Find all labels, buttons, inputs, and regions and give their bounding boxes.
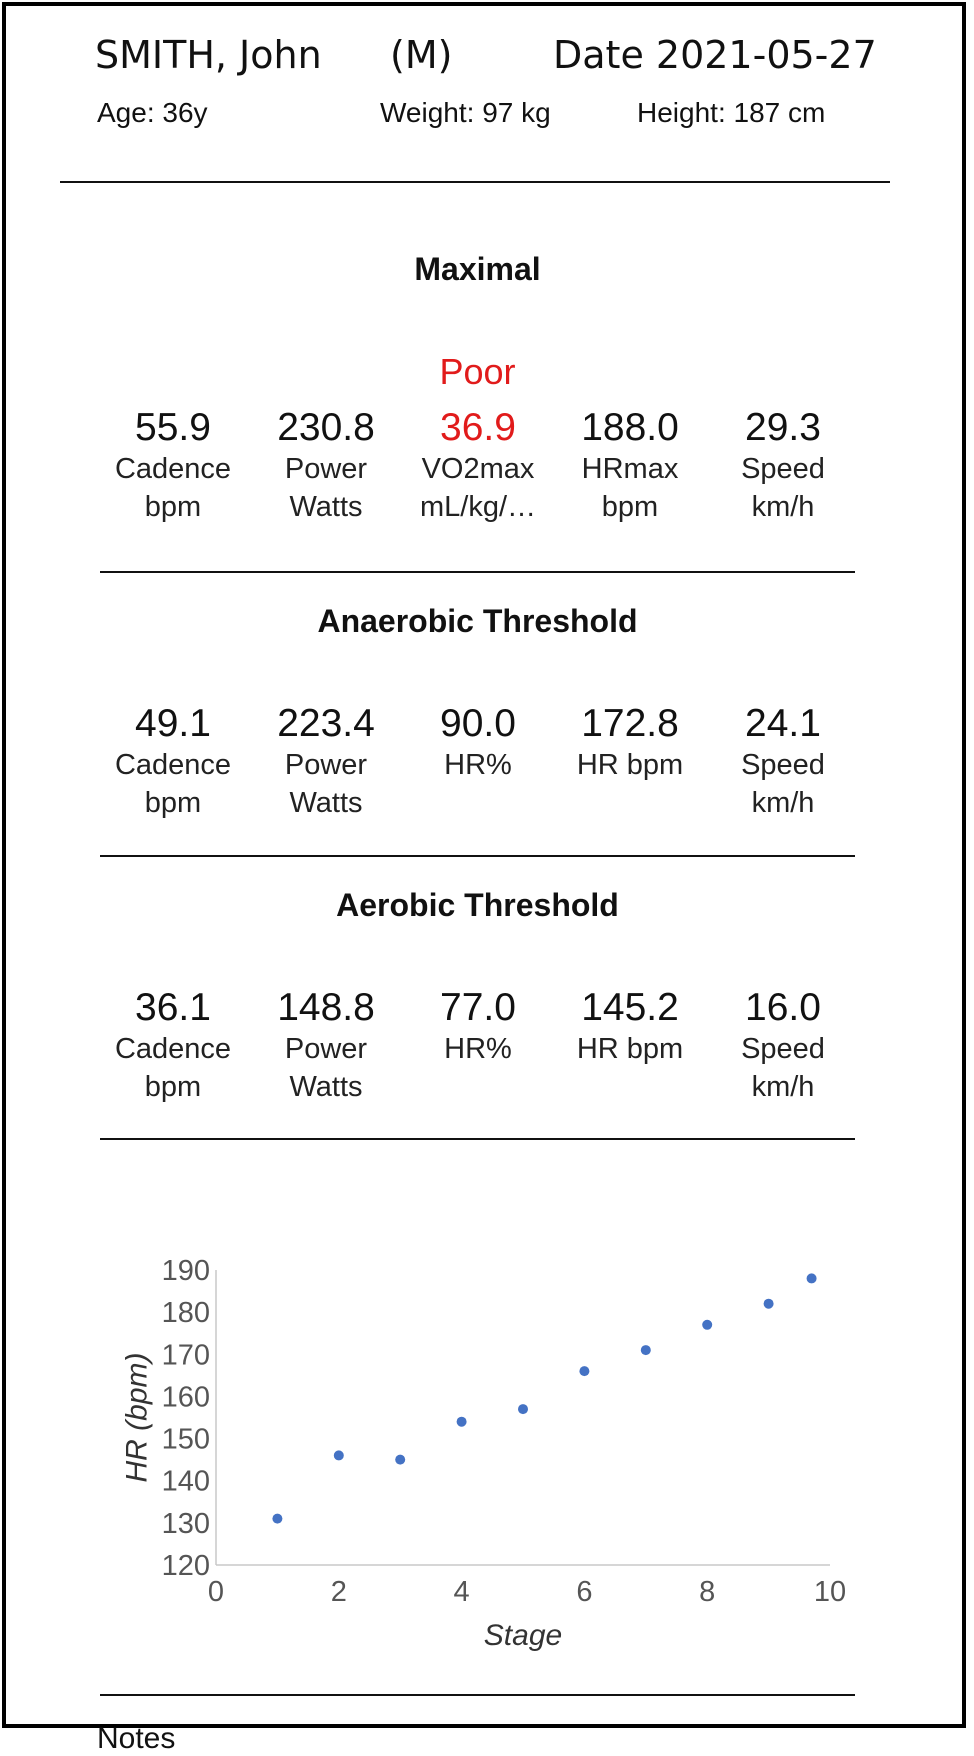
chart-divider	[100, 1694, 855, 1696]
metric-label: HR%	[444, 1033, 512, 1065]
data-point	[579, 1366, 589, 1376]
y-tick-label: 150	[161, 1423, 210, 1456]
metric-power	[246, 702, 406, 822]
metric-cadence	[93, 986, 253, 1106]
metric-cadence	[93, 406, 253, 526]
metric-label: Cadence bpm	[114, 749, 232, 819]
x-tick-label: 4	[453, 1576, 470, 1608]
section-divider	[100, 1138, 855, 1140]
metric-label: HR%	[444, 749, 512, 781]
metric-label: Power Watts	[284, 453, 368, 523]
y-axis-title: HR (bpm)	[120, 1352, 154, 1483]
metric-label: HR bpm	[576, 1033, 684, 1065]
metric-value: 148.8	[277, 986, 375, 1029]
metric-value: 36.1	[135, 986, 211, 1029]
patient-name: SMITH, John	[95, 33, 322, 77]
patient-height: Height: 187 cm	[637, 97, 826, 128]
metric-hr-percent	[398, 702, 558, 784]
metric-label: HRmax bpm	[581, 453, 679, 523]
hr-stage-scatter	[100, 1230, 860, 1670]
data-point	[764, 1299, 774, 1309]
data-point	[334, 1450, 344, 1460]
metric-value: 145.2	[581, 986, 679, 1029]
section-title-anaerobic: Anaerobic Threshold	[317, 603, 638, 639]
data-point	[702, 1320, 712, 1330]
metric-power	[246, 406, 406, 526]
y-tick-label: 130	[161, 1507, 210, 1540]
data-point	[518, 1404, 528, 1414]
metric-value: 49.1	[135, 702, 211, 745]
data-point	[457, 1417, 467, 1427]
x-tick-label: 6	[576, 1576, 593, 1608]
y-tick-label: 190	[161, 1255, 210, 1287]
metric-value: 24.1	[745, 702, 821, 745]
metric-value: 29.3	[745, 406, 821, 449]
y-tick-label: 140	[161, 1465, 210, 1498]
metric-label: Speed km/h	[741, 1033, 825, 1103]
metric-label: VO2max mL/kg/…	[419, 453, 537, 523]
metric-value: 230.8	[277, 406, 375, 449]
metric-hr-percent	[398, 986, 558, 1068]
metric-speed	[703, 986, 863, 1106]
metric-value: 188.0	[581, 406, 679, 449]
section-divider	[100, 855, 855, 857]
metric-label: Speed km/h	[741, 749, 825, 819]
header-divider	[60, 181, 890, 183]
section-title-maximal: Maximal	[414, 251, 541, 287]
metric-value: 90.0	[440, 702, 516, 745]
y-tick-label: 120	[161, 1550, 210, 1582]
x-tick-label: 0	[207, 1576, 225, 1608]
hr-stage-chart	[100, 1230, 860, 1670]
test-date: Date 2021-05-27	[553, 33, 877, 77]
metric-speed	[703, 702, 863, 822]
data-point	[807, 1273, 817, 1283]
y-tick-label: 170	[161, 1339, 210, 1372]
metric-label: Power Watts	[284, 1033, 368, 1103]
patient-age: Age: 36y	[97, 97, 208, 128]
section-divider	[100, 571, 855, 573]
metric-hr-bpm	[550, 702, 710, 784]
patient-weight: Weight: 97 kg	[380, 97, 551, 128]
x-tick-label: 10	[813, 1576, 847, 1608]
metric-cadence	[93, 702, 253, 822]
y-tick-label: 180	[161, 1297, 210, 1330]
metric-power	[246, 986, 406, 1106]
metric-value: 172.8	[581, 702, 679, 745]
metric-hr-bpm	[550, 986, 710, 1068]
y-tick-label: 160	[161, 1381, 210, 1414]
metrics-maximal	[100, 406, 855, 536]
data-point	[641, 1345, 651, 1355]
metric-hrmax	[550, 406, 710, 526]
metric-label: Cadence bpm	[114, 453, 232, 523]
metrics-aerobic	[100, 986, 855, 1116]
patient-gender: (M)	[390, 33, 453, 77]
metric-label: Power Watts	[284, 749, 368, 819]
metric-label: Cadence bpm	[114, 1033, 232, 1103]
metric-value: 16.0	[745, 986, 821, 1029]
x-tick-label: 8	[699, 1576, 716, 1608]
metrics-anaerobic	[100, 702, 855, 832]
metric-speed	[703, 406, 863, 526]
metric-value: 36.9	[440, 406, 516, 449]
metric-value: 223.4	[277, 702, 375, 745]
x-axis-title: Stage	[483, 1619, 563, 1652]
data-point	[395, 1455, 405, 1465]
vo2max-rating: Poor	[439, 351, 516, 392]
metric-label: HR bpm	[576, 749, 684, 781]
metric-vo2max	[398, 406, 558, 526]
metric-value: 77.0	[440, 986, 516, 1029]
section-title-aerobic: Aerobic Threshold	[336, 887, 619, 923]
x-tick-label: 2	[330, 1576, 347, 1608]
data-point	[272, 1514, 282, 1524]
notes-label: Notes	[97, 1722, 176, 1755]
metric-label: Speed km/h	[741, 453, 825, 523]
metric-value: 55.9	[135, 406, 211, 449]
